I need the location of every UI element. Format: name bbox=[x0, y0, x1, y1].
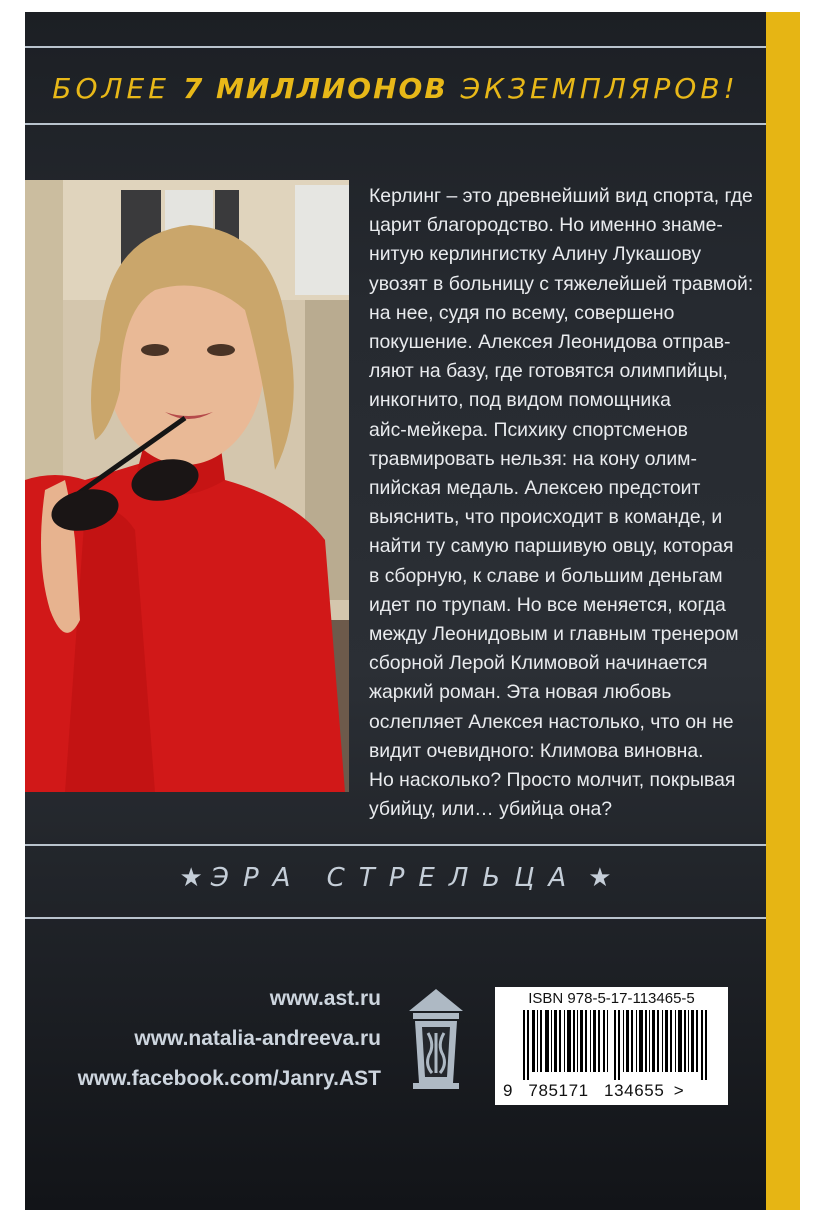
ean-end-mark: > bbox=[673, 1081, 685, 1100]
isbn-barcode bbox=[495, 987, 728, 1105]
top-rule bbox=[25, 46, 766, 48]
lantern-logo-icon bbox=[405, 987, 467, 1097]
banner-suffix: ЭКЗЕМПЛЯРОВ! bbox=[460, 72, 739, 105]
series-banner bbox=[25, 863, 766, 893]
ean-digits bbox=[503, 1081, 725, 1101]
link-author-site[interactable]: www.natalia-andreeva.ru bbox=[134, 1027, 381, 1050]
ean-group-1: 785171 bbox=[528, 1081, 589, 1100]
publisher-links bbox=[78, 979, 381, 1099]
series-top-rule bbox=[25, 844, 766, 846]
series-name: ЭРА СТРЕЛЬЦА bbox=[210, 863, 581, 893]
ean-group-2: 134655 bbox=[604, 1081, 665, 1100]
banner-highlight: 7 МИЛЛИОНОВ bbox=[182, 72, 448, 105]
link-ast[interactable]: www.ast.ru bbox=[269, 987, 381, 1010]
copies-banner bbox=[25, 72, 766, 105]
ean-first-digit: 9 bbox=[503, 1081, 514, 1100]
series-bottom-rule bbox=[25, 917, 766, 919]
back-cover bbox=[25, 12, 766, 1210]
isbn-label: ISBN 978-5-17-113465-5 bbox=[528, 990, 695, 1007]
spine-strip bbox=[766, 12, 800, 1210]
book-description: Керлинг – это древнейший вид спорта, где царит благородство. Но именно знаме- нитую керлингистку Алину Лукашову увозят в больницу с тяжелейшей травмой: на нее, судя по всему, совершено покушение. Алексея Леонидова отправ- ляют на базу, где готовятся олимпийцы, инкогнито, под видом помощника айс-мейкера. Психику спортсменов травмировать нельзя: на кону олим- пийская медаль. Алексею предстоит выяснить, что происходит в команде, и найти ту самую паршивую овцу, которая в сборную, к славе и большим деньгам идет по трупам. Но все меняется, когда между Леонидовым и главным тренером сборной Лерой Климовой начинается жаркий роман. Эта новая любовь ослепляет Алексея настолько, что он не видит очевидного: Климова виновна. Но насколько? Просто молчит, покрывая убийцу, или… убийца она? bbox=[369, 185, 754, 821]
star-icon: ★ bbox=[588, 863, 612, 893]
banner-prefix: БОЛЕЕ bbox=[52, 72, 170, 105]
star-icon: ★ bbox=[179, 863, 203, 893]
author-photo-illustration bbox=[25, 180, 349, 792]
author-photo bbox=[25, 180, 349, 792]
link-facebook[interactable]: www.facebook.com/Janry.AST bbox=[77, 1067, 381, 1090]
barcode-bars bbox=[523, 1010, 713, 1080]
banner-bottom-rule bbox=[25, 123, 766, 125]
